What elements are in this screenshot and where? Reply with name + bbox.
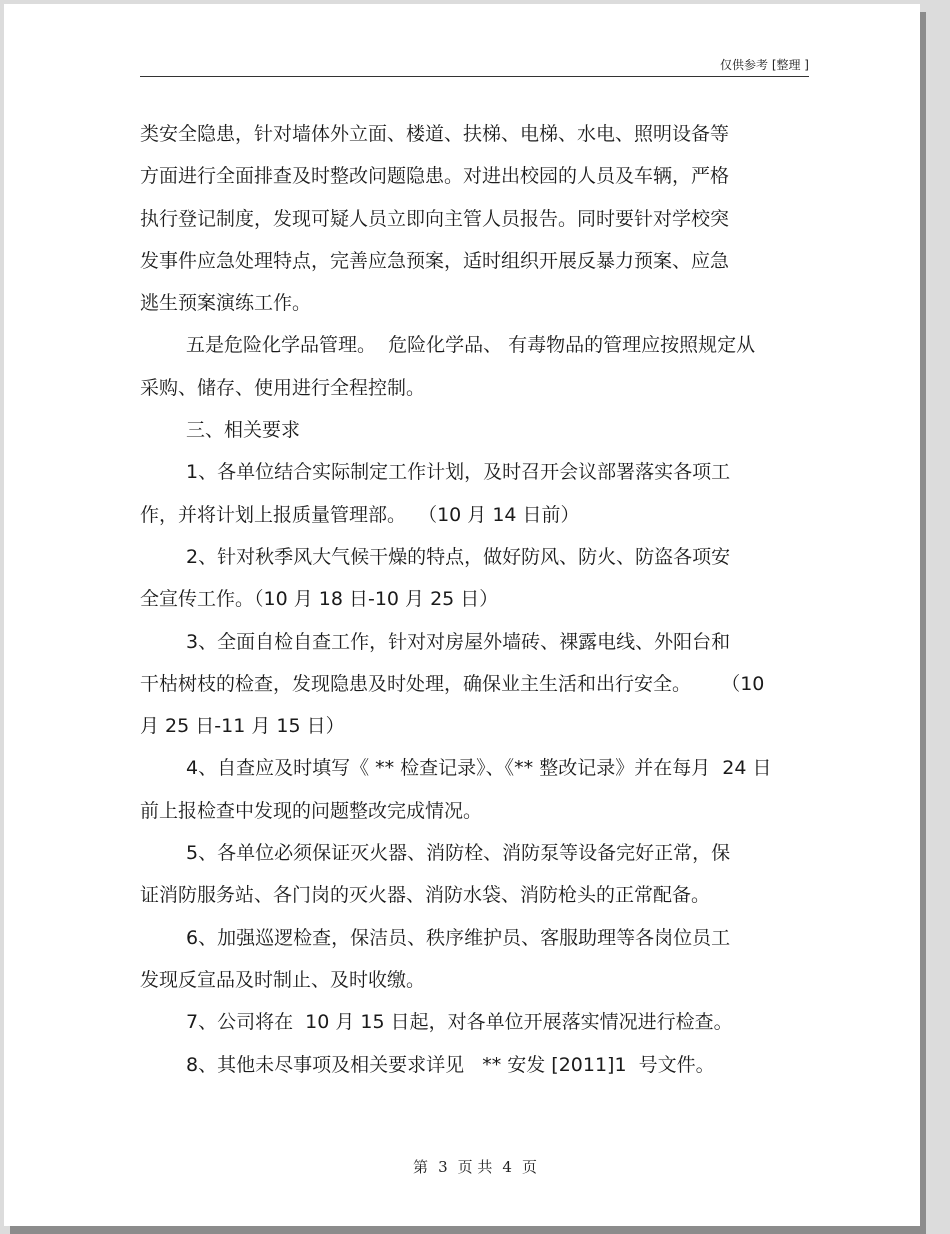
paragraph [140,917,820,1002]
text-line: 作，并将计划上报质量管理部。 （10 月 14 日前） [140,503,580,526]
text-line: 5、各单位必须保证灭火器、消防栓、消防泵等设备完好正常，保 [186,842,731,865]
text-line: 2、针对秋季风大气候干燥的特点，做好防风、防火、防盗各项安 [186,545,731,568]
text-line: 三、相关要求 [186,419,301,442]
text-line: 干枯树枝的检查，发现隐患及时处理，确保业主生活和出行安全。 （10 [140,672,765,695]
footer-prefix: 第 [413,1158,429,1176]
paragraph [140,1044,820,1086]
text-line: 采购、储存、使用进行全程控制。 [140,376,426,399]
paragraph [140,324,820,409]
text-line: 全宣传工作。（10 月 18 日-10 月 25 日） [140,588,499,611]
header-rule [140,76,809,77]
document-body [140,113,820,1086]
paragraph [140,409,820,451]
paragraph [140,451,820,536]
text-line: 1、各单位结合实际制定工作计划，及时召开会议部署落实各项工 [186,461,731,484]
paragraph [140,1001,820,1043]
text-line: 3、全面自检自查工作，针对对房屋外墙砖、裸露电线、外阳台和 [186,630,731,653]
text-line: 前上报检查中发现的问题整改完成情况。 [140,799,483,822]
text-line: 执行登记制度，发现可疑人员立即向主管人员报告。同时要针对学校突 [140,207,730,230]
text-line: 4、自查应及时填写《 ** 检查记录》、《** 整改记录》并在每月 24 日 [186,757,772,780]
text-line: 逃生预案演练工作。 [140,292,312,315]
paragraph [140,113,820,324]
page-footer [0,1156,950,1177]
text-line: 方面进行全面排查及时整改问题隐患。对进出校园的人员及车辆，严格 [140,165,730,188]
text-line: 类安全隐患，针对墙体外立面、楼道、扶梯、电梯、水电、照明设备等 [140,123,730,145]
text-line: 证消防服务站、各门岗的灭火器、消防水袋、消防枪头的正常配备。 [140,884,711,907]
text-line: 8、其他未尽事项及相关要求详见 ** 安发 [2011]1 号文件。 [186,1053,715,1076]
footer-page-number: 3 [438,1158,448,1176]
text-line: 发事件应急处理特点，完善应急预案，适时组织开展反暴力预案、应急 [140,249,730,272]
paragraph [140,747,820,832]
page-header: 仅供参考 [整理 ] [720,58,809,72]
text-line: 7、公司将在 10 月 15 日起，对各单位开展落实情况进行检查。 [186,1011,733,1034]
paragraph [140,536,820,621]
footer-middle: 页 共 [457,1158,493,1176]
footer-total-pages: 4 [502,1158,512,1176]
text-line: 发现反宣品及时制止、及时收缴。 [140,968,426,991]
paragraph [140,621,820,748]
text-line: 6、加强巡逻检查，保洁员、秩序维护员、客服助理等各岗位员工 [186,926,731,949]
footer-suffix: 页 [521,1158,537,1176]
text-line: 五是危险化学品管理。 危险化学品、 有毒物品的管理应按照规定从 [186,334,756,357]
paragraph [140,832,820,917]
text-line: 月 25 日-11 月 15 日） [140,715,345,738]
